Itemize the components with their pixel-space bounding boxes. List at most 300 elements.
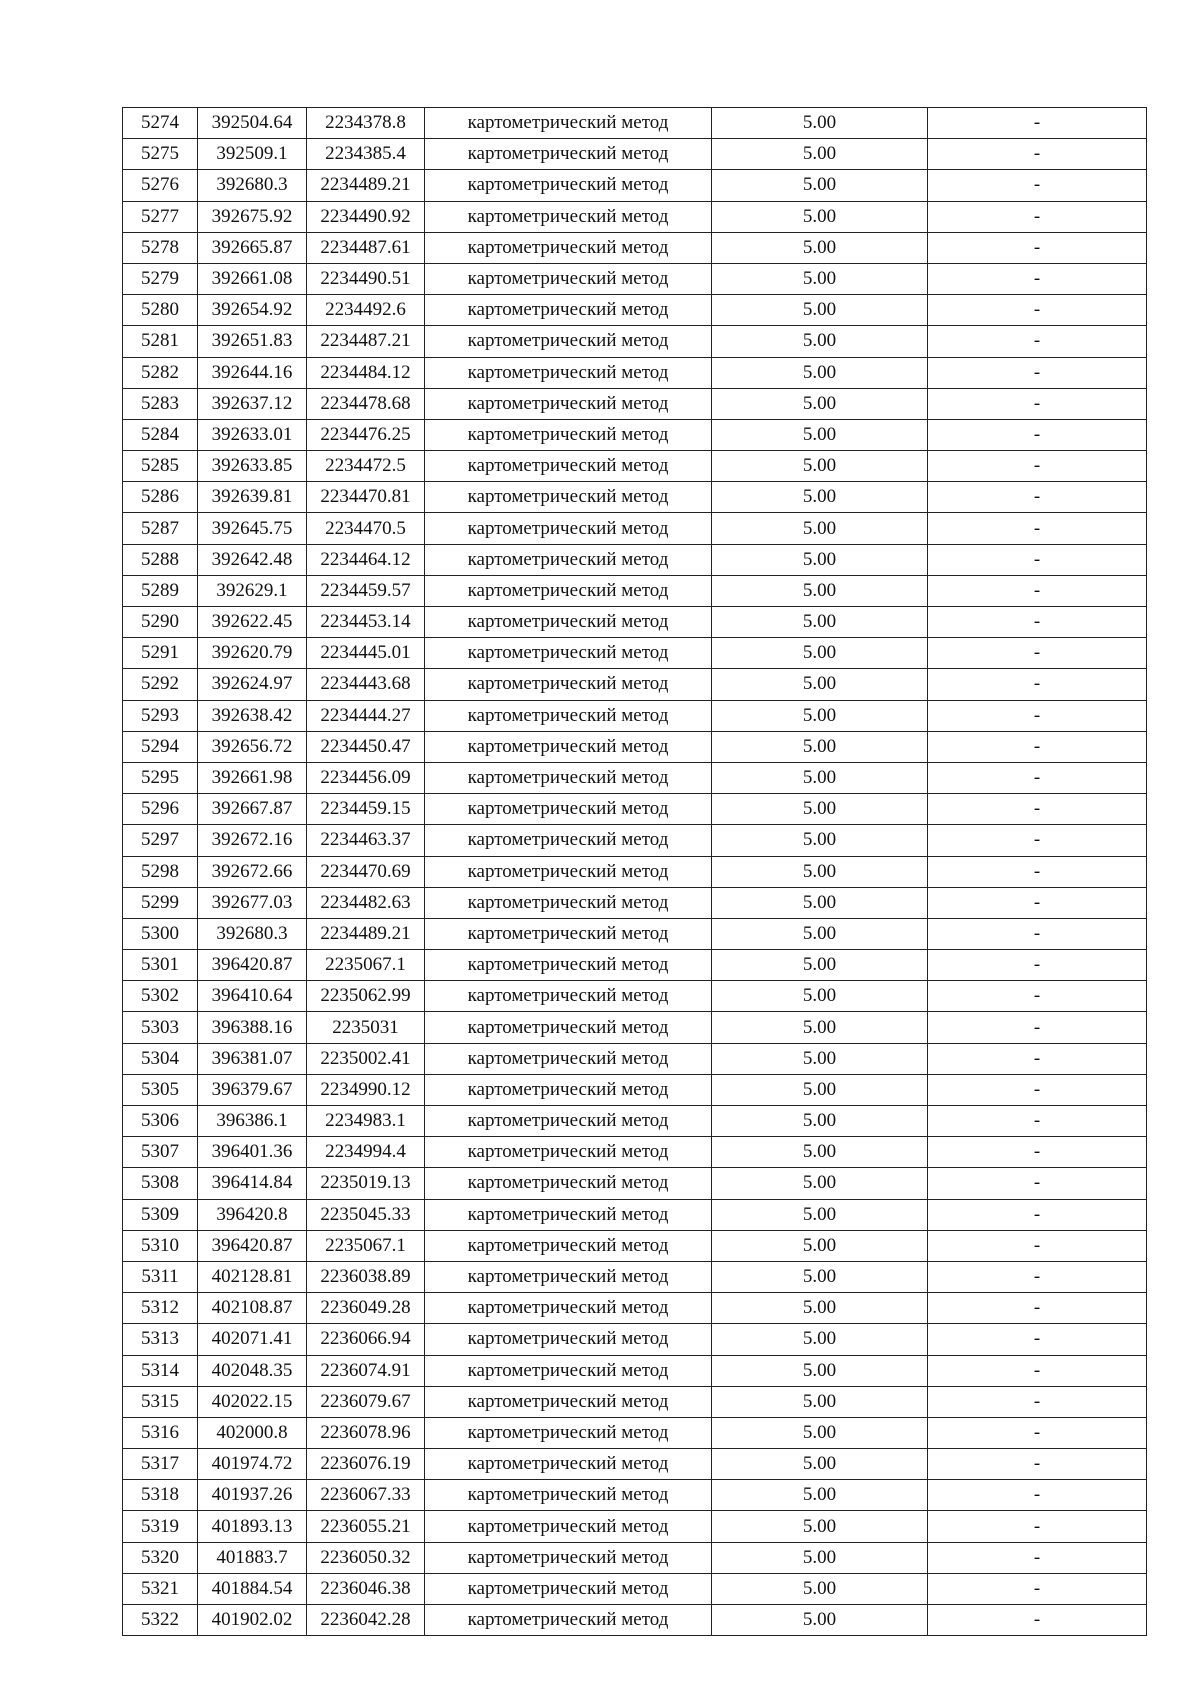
y-coordinate-cell: 2234994.4	[307, 1137, 425, 1168]
description-cell: -	[928, 170, 1147, 201]
description-cell: -	[928, 1230, 1147, 1261]
table-row	[123, 1417, 1147, 1448]
y-coordinate-cell: 2235067.1	[307, 950, 425, 981]
point-number-cell: 5277	[123, 201, 198, 232]
x-coordinate-cell: 392639.81	[198, 482, 307, 513]
y-coordinate-cell: 2236038.89	[307, 1261, 425, 1292]
description-cell: -	[928, 544, 1147, 575]
x-coordinate-cell: 392667.87	[198, 794, 307, 825]
point-number-cell: 5291	[123, 638, 198, 669]
x-coordinate-cell: 396420.87	[198, 1230, 307, 1261]
point-number-cell: 5305	[123, 1074, 198, 1105]
table-row	[123, 1573, 1147, 1604]
y-coordinate-cell: 2235067.1	[307, 1230, 425, 1261]
method-cell: картометрический метод	[425, 295, 712, 326]
point-number-cell: 5301	[123, 950, 198, 981]
method-cell: картометрический метод	[425, 326, 712, 357]
x-coordinate-cell: 402071.41	[198, 1324, 307, 1355]
accuracy-cell: 5.00	[712, 918, 928, 949]
x-coordinate-cell: 402128.81	[198, 1261, 307, 1292]
table-row	[123, 513, 1147, 544]
description-cell: -	[928, 1386, 1147, 1417]
table-row	[123, 263, 1147, 294]
description-cell: -	[928, 326, 1147, 357]
accuracy-cell: 5.00	[712, 731, 928, 762]
x-coordinate-cell: 401902.02	[198, 1605, 307, 1636]
accuracy-cell: 5.00	[712, 669, 928, 700]
method-cell: картометрический метод	[425, 1542, 712, 1573]
method-cell: картометрический метод	[425, 1293, 712, 1324]
y-coordinate-cell: 2236079.67	[307, 1386, 425, 1417]
accuracy-cell: 5.00	[712, 1542, 928, 1573]
description-cell: -	[928, 1324, 1147, 1355]
method-cell: картометрический метод	[425, 700, 712, 731]
x-coordinate-cell: 402022.15	[198, 1386, 307, 1417]
description-cell: -	[928, 1605, 1147, 1636]
y-coordinate-cell: 2235031	[307, 1012, 425, 1043]
x-coordinate-cell: 392672.16	[198, 825, 307, 856]
description-cell: -	[928, 731, 1147, 762]
y-coordinate-cell: 2236066.94	[307, 1324, 425, 1355]
x-coordinate-cell: 396381.07	[198, 1043, 307, 1074]
method-cell: картометрический метод	[425, 513, 712, 544]
point-number-cell: 5284	[123, 419, 198, 450]
y-coordinate-cell: 2235045.33	[307, 1199, 425, 1230]
x-coordinate-cell: 402108.87	[198, 1293, 307, 1324]
x-coordinate-cell: 396414.84	[198, 1168, 307, 1199]
description-cell: -	[928, 762, 1147, 793]
x-coordinate-cell: 392680.3	[198, 170, 307, 201]
method-cell: картометрический метод	[425, 887, 712, 918]
description-cell: -	[928, 1573, 1147, 1604]
method-cell: картометрический метод	[425, 1605, 712, 1636]
method-cell: картометрический метод	[425, 1137, 712, 1168]
y-coordinate-cell: 2236076.19	[307, 1449, 425, 1480]
accuracy-cell: 5.00	[712, 1605, 928, 1636]
accuracy-cell: 5.00	[712, 201, 928, 232]
x-coordinate-cell: 401893.13	[198, 1511, 307, 1542]
accuracy-cell: 5.00	[712, 295, 928, 326]
method-cell: картометрический метод	[425, 762, 712, 793]
table-row	[123, 419, 1147, 450]
point-number-cell: 5288	[123, 544, 198, 575]
y-coordinate-cell: 2234464.12	[307, 544, 425, 575]
x-coordinate-cell: 392642.48	[198, 544, 307, 575]
method-cell: картометрический метод	[425, 544, 712, 575]
accuracy-cell: 5.00	[712, 513, 928, 544]
table-row	[123, 762, 1147, 793]
method-cell: картометрический метод	[425, 638, 712, 669]
accuracy-cell: 5.00	[712, 1230, 928, 1261]
description-cell: -	[928, 575, 1147, 606]
y-coordinate-cell: 2234450.47	[307, 731, 425, 762]
y-coordinate-cell: 2234385.4	[307, 139, 425, 170]
table-row	[123, 731, 1147, 762]
x-coordinate-cell: 392624.97	[198, 669, 307, 700]
method-cell: картометрический метод	[425, 1573, 712, 1604]
accuracy-cell: 5.00	[712, 1106, 928, 1137]
description-cell: -	[928, 295, 1147, 326]
description-cell: -	[928, 700, 1147, 731]
table-row	[123, 1261, 1147, 1292]
y-coordinate-cell: 2234470.69	[307, 856, 425, 887]
description-cell: -	[928, 669, 1147, 700]
table-row	[123, 700, 1147, 731]
x-coordinate-cell: 392509.1	[198, 139, 307, 170]
table-row	[123, 451, 1147, 482]
table-row	[123, 794, 1147, 825]
accuracy-cell: 5.00	[712, 419, 928, 450]
description-cell: -	[928, 482, 1147, 513]
description-cell: -	[928, 232, 1147, 263]
accuracy-cell: 5.00	[712, 575, 928, 606]
accuracy-cell: 5.00	[712, 1324, 928, 1355]
y-coordinate-cell: 2234453.14	[307, 607, 425, 638]
x-coordinate-cell: 392633.01	[198, 419, 307, 450]
point-number-cell: 5308	[123, 1168, 198, 1199]
accuracy-cell: 5.00	[712, 482, 928, 513]
table-row	[123, 918, 1147, 949]
point-number-cell: 5316	[123, 1417, 198, 1448]
x-coordinate-cell: 396420.8	[198, 1199, 307, 1230]
table-row	[123, 1137, 1147, 1168]
accuracy-cell: 5.00	[712, 1449, 928, 1480]
method-cell: картометрический метод	[425, 1480, 712, 1511]
point-number-cell: 5315	[123, 1386, 198, 1417]
accuracy-cell: 5.00	[712, 1480, 928, 1511]
table-row	[123, 607, 1147, 638]
table-row	[123, 1043, 1147, 1074]
x-coordinate-cell: 392651.83	[198, 326, 307, 357]
method-cell: картометрический метод	[425, 451, 712, 482]
y-coordinate-cell: 2234490.51	[307, 263, 425, 294]
method-cell: картометрический метод	[425, 1324, 712, 1355]
accuracy-cell: 5.00	[712, 856, 928, 887]
x-coordinate-cell: 392629.1	[198, 575, 307, 606]
x-coordinate-cell: 392622.45	[198, 607, 307, 638]
method-cell: картометрический метод	[425, 918, 712, 949]
accuracy-cell: 5.00	[712, 1293, 928, 1324]
table-row	[123, 326, 1147, 357]
point-number-cell: 5275	[123, 139, 198, 170]
point-number-cell: 5294	[123, 731, 198, 762]
x-coordinate-cell: 396401.36	[198, 1137, 307, 1168]
y-coordinate-cell: 2234444.27	[307, 700, 425, 731]
x-coordinate-cell: 401974.72	[198, 1449, 307, 1480]
point-number-cell: 5293	[123, 700, 198, 731]
accuracy-cell: 5.00	[712, 638, 928, 669]
accuracy-cell: 5.00	[712, 451, 928, 482]
description-cell: -	[928, 1199, 1147, 1230]
method-cell: картометрический метод	[425, 607, 712, 638]
accuracy-cell: 5.00	[712, 170, 928, 201]
table-row	[123, 357, 1147, 388]
point-number-cell: 5314	[123, 1355, 198, 1386]
description-cell: -	[928, 263, 1147, 294]
description-cell: -	[928, 887, 1147, 918]
y-coordinate-cell: 2234378.8	[307, 108, 425, 139]
accuracy-cell: 5.00	[712, 1386, 928, 1417]
y-coordinate-cell: 2234470.81	[307, 482, 425, 513]
description-cell: -	[928, 388, 1147, 419]
accuracy-cell: 5.00	[712, 544, 928, 575]
accuracy-cell: 5.00	[712, 1355, 928, 1386]
point-number-cell: 5311	[123, 1261, 198, 1292]
method-cell: картометрический метод	[425, 669, 712, 700]
accuracy-cell: 5.00	[712, 357, 928, 388]
point-number-cell: 5274	[123, 108, 198, 139]
x-coordinate-cell: 392661.08	[198, 263, 307, 294]
table-row	[123, 1355, 1147, 1386]
table-row	[123, 139, 1147, 170]
accuracy-cell: 5.00	[712, 388, 928, 419]
table-row	[123, 1168, 1147, 1199]
method-cell: картометрический метод	[425, 1106, 712, 1137]
table-row	[123, 544, 1147, 575]
table-row	[123, 1542, 1147, 1573]
y-coordinate-cell: 2234472.5	[307, 451, 425, 482]
y-coordinate-cell: 2236042.28	[307, 1605, 425, 1636]
point-number-cell: 5322	[123, 1605, 198, 1636]
description-cell: -	[928, 451, 1147, 482]
y-coordinate-cell: 2234482.63	[307, 887, 425, 918]
accuracy-cell: 5.00	[712, 1199, 928, 1230]
y-coordinate-cell: 2235019.13	[307, 1168, 425, 1199]
description-cell: -	[928, 1261, 1147, 1292]
method-cell: картометрический метод	[425, 357, 712, 388]
method-cell: картометрический метод	[425, 232, 712, 263]
point-number-cell: 5281	[123, 326, 198, 357]
point-number-cell: 5304	[123, 1043, 198, 1074]
accuracy-cell: 5.00	[712, 1417, 928, 1448]
x-coordinate-cell: 392504.64	[198, 108, 307, 139]
accuracy-cell: 5.00	[712, 1074, 928, 1105]
description-cell: -	[928, 1480, 1147, 1511]
x-coordinate-cell: 392680.3	[198, 918, 307, 949]
point-number-cell: 5312	[123, 1293, 198, 1324]
x-coordinate-cell: 392654.92	[198, 295, 307, 326]
y-coordinate-cell: 2234492.6	[307, 295, 425, 326]
point-number-cell: 5300	[123, 918, 198, 949]
coordinates-page	[122, 107, 1147, 1636]
accuracy-cell: 5.00	[712, 1511, 928, 1542]
x-coordinate-cell: 392638.42	[198, 700, 307, 731]
y-coordinate-cell: 2236055.21	[307, 1511, 425, 1542]
x-coordinate-cell: 392656.72	[198, 731, 307, 762]
method-cell: картометрический метод	[425, 731, 712, 762]
x-coordinate-cell: 396388.16	[198, 1012, 307, 1043]
table-row	[123, 482, 1147, 513]
point-number-cell: 5298	[123, 856, 198, 887]
method-cell: картометрический метод	[425, 1511, 712, 1542]
table-row	[123, 887, 1147, 918]
method-cell: картометрический метод	[425, 1074, 712, 1105]
point-number-cell: 5302	[123, 981, 198, 1012]
table-row	[123, 1449, 1147, 1480]
x-coordinate-cell: 401883.7	[198, 1542, 307, 1573]
description-cell: -	[928, 357, 1147, 388]
accuracy-cell: 5.00	[712, 887, 928, 918]
method-cell: картометрический метод	[425, 388, 712, 419]
accuracy-cell: 5.00	[712, 108, 928, 139]
description-cell: -	[928, 1293, 1147, 1324]
point-number-cell: 5313	[123, 1324, 198, 1355]
point-number-cell: 5317	[123, 1449, 198, 1480]
point-number-cell: 5276	[123, 170, 198, 201]
y-coordinate-cell: 2234489.21	[307, 918, 425, 949]
accuracy-cell: 5.00	[712, 794, 928, 825]
y-coordinate-cell: 2234487.21	[307, 326, 425, 357]
table-row	[123, 950, 1147, 981]
y-coordinate-cell: 2236046.38	[307, 1573, 425, 1604]
method-cell: картометрический метод	[425, 263, 712, 294]
method-cell: картометрический метод	[425, 575, 712, 606]
y-coordinate-cell: 2234983.1	[307, 1106, 425, 1137]
y-coordinate-cell: 2236050.32	[307, 1542, 425, 1573]
description-cell: -	[928, 1542, 1147, 1573]
accuracy-cell: 5.00	[712, 950, 928, 981]
x-coordinate-cell: 392675.92	[198, 201, 307, 232]
method-cell: картометрический метод	[425, 1199, 712, 1230]
accuracy-cell: 5.00	[712, 1168, 928, 1199]
method-cell: картометрический метод	[425, 139, 712, 170]
method-cell: картометрический метод	[425, 419, 712, 450]
y-coordinate-cell: 2236078.96	[307, 1417, 425, 1448]
y-coordinate-cell: 2234459.15	[307, 794, 425, 825]
x-coordinate-cell: 396386.1	[198, 1106, 307, 1137]
description-cell: -	[928, 419, 1147, 450]
x-coordinate-cell: 392672.66	[198, 856, 307, 887]
y-coordinate-cell: 2234470.5	[307, 513, 425, 544]
accuracy-cell: 5.00	[712, 607, 928, 638]
accuracy-cell: 5.00	[712, 1137, 928, 1168]
point-number-cell: 5303	[123, 1012, 198, 1043]
x-coordinate-cell: 401937.26	[198, 1480, 307, 1511]
description-cell: -	[928, 1012, 1147, 1043]
description-cell: -	[928, 1417, 1147, 1448]
y-coordinate-cell: 2234445.01	[307, 638, 425, 669]
x-coordinate-cell: 402000.8	[198, 1417, 307, 1448]
point-number-cell: 5289	[123, 575, 198, 606]
point-number-cell: 5309	[123, 1199, 198, 1230]
y-coordinate-cell: 2234990.12	[307, 1074, 425, 1105]
method-cell: картометрический метод	[425, 856, 712, 887]
point-number-cell: 5287	[123, 513, 198, 544]
accuracy-cell: 5.00	[712, 700, 928, 731]
y-coordinate-cell: 2234489.21	[307, 170, 425, 201]
table-row	[123, 575, 1147, 606]
method-cell: картометрический метод	[425, 108, 712, 139]
y-coordinate-cell: 2234443.68	[307, 669, 425, 700]
y-coordinate-cell: 2236074.91	[307, 1355, 425, 1386]
table-row	[123, 1605, 1147, 1636]
point-number-cell: 5285	[123, 451, 198, 482]
point-number-cell: 5280	[123, 295, 198, 326]
point-number-cell: 5307	[123, 1137, 198, 1168]
point-number-cell: 5306	[123, 1106, 198, 1137]
y-coordinate-cell: 2236049.28	[307, 1293, 425, 1324]
point-number-cell: 5318	[123, 1480, 198, 1511]
table-row	[123, 1511, 1147, 1542]
method-cell: картометрический метод	[425, 1417, 712, 1448]
table-row	[123, 1074, 1147, 1105]
table-row	[123, 669, 1147, 700]
accuracy-cell: 5.00	[712, 139, 928, 170]
y-coordinate-cell: 2234478.68	[307, 388, 425, 419]
point-number-cell: 5283	[123, 388, 198, 419]
accuracy-cell: 5.00	[712, 1012, 928, 1043]
description-cell: -	[928, 139, 1147, 170]
method-cell: картометрический метод	[425, 1386, 712, 1417]
table-row	[123, 1324, 1147, 1355]
x-coordinate-cell: 392633.85	[198, 451, 307, 482]
table-row	[123, 232, 1147, 263]
method-cell: картометрический метод	[425, 1230, 712, 1261]
description-cell: -	[928, 1355, 1147, 1386]
point-number-cell: 5296	[123, 794, 198, 825]
table-row	[123, 1386, 1147, 1417]
description-cell: -	[928, 918, 1147, 949]
description-cell: -	[928, 856, 1147, 887]
method-cell: картометрический метод	[425, 170, 712, 201]
method-cell: картометрический метод	[425, 981, 712, 1012]
method-cell: картометрический метод	[425, 1168, 712, 1199]
point-number-cell: 5282	[123, 357, 198, 388]
accuracy-cell: 5.00	[712, 1573, 928, 1604]
x-coordinate-cell: 396410.64	[198, 981, 307, 1012]
x-coordinate-cell: 401884.54	[198, 1573, 307, 1604]
accuracy-cell: 5.00	[712, 762, 928, 793]
x-coordinate-cell: 402048.35	[198, 1355, 307, 1386]
table-row	[123, 856, 1147, 887]
point-number-cell: 5299	[123, 887, 198, 918]
method-cell: картометрический метод	[425, 201, 712, 232]
table-row	[123, 1106, 1147, 1137]
method-cell: картометрический метод	[425, 1012, 712, 1043]
table-row	[123, 981, 1147, 1012]
table-row	[123, 1230, 1147, 1261]
y-coordinate-cell: 2234476.25	[307, 419, 425, 450]
point-number-cell: 5292	[123, 669, 198, 700]
point-number-cell: 5320	[123, 1542, 198, 1573]
description-cell: -	[928, 1449, 1147, 1480]
point-number-cell: 5310	[123, 1230, 198, 1261]
accuracy-cell: 5.00	[712, 825, 928, 856]
x-coordinate-cell: 396420.87	[198, 950, 307, 981]
x-coordinate-cell: 392661.98	[198, 762, 307, 793]
x-coordinate-cell: 392665.87	[198, 232, 307, 263]
point-number-cell: 5295	[123, 762, 198, 793]
y-coordinate-cell: 2236067.33	[307, 1480, 425, 1511]
description-cell: -	[928, 825, 1147, 856]
method-cell: картометрический метод	[425, 794, 712, 825]
description-cell: -	[928, 1074, 1147, 1105]
y-coordinate-cell: 2235002.41	[307, 1043, 425, 1074]
point-number-cell: 5278	[123, 232, 198, 263]
y-coordinate-cell: 2234463.37	[307, 825, 425, 856]
description-cell: -	[928, 794, 1147, 825]
point-number-cell: 5321	[123, 1573, 198, 1604]
x-coordinate-cell: 392620.79	[198, 638, 307, 669]
point-number-cell: 5290	[123, 607, 198, 638]
table-row	[123, 295, 1147, 326]
table-row	[123, 108, 1147, 139]
y-coordinate-cell: 2234487.61	[307, 232, 425, 263]
point-number-cell: 5319	[123, 1511, 198, 1542]
method-cell: картометрический метод	[425, 1355, 712, 1386]
point-number-cell: 5297	[123, 825, 198, 856]
y-coordinate-cell: 2235062.99	[307, 981, 425, 1012]
